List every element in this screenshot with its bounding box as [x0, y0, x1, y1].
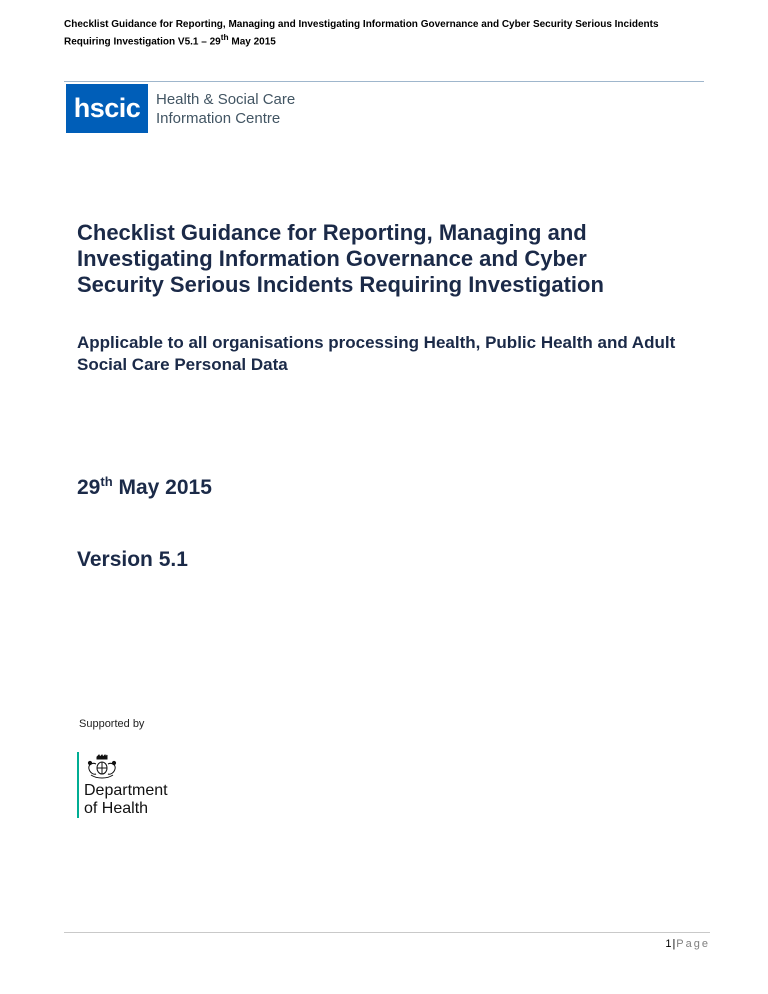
doh-accent-bar	[77, 752, 79, 818]
date-day: 29	[77, 476, 101, 499]
document-version: Version 5.1	[77, 548, 188, 571]
running-header-line2	[64, 31, 724, 48]
doh-wordmark	[84, 782, 168, 818]
page-label: Page	[676, 938, 710, 950]
running-header-suffix: May 2015	[228, 36, 276, 48]
document-title: Checklist Guidance for Reporting, Managing and Investigating Information Governance and Cyber Security Serious Incidents Requiring Investigation	[77, 220, 604, 297]
doh-wordmark-line2: of Health	[84, 800, 149, 817]
date-sup: th	[100, 474, 113, 489]
running-header-sup: th	[220, 32, 229, 42]
page-number	[665, 938, 710, 950]
running-header	[64, 19, 724, 48]
hscic-logo-line1: Health & Social Care	[156, 91, 296, 108]
date-rest: May 2015	[112, 476, 212, 499]
page-number-separator: |	[672, 938, 677, 950]
hscic-logo-mark: hscic	[66, 84, 148, 133]
running-header-prefix: Requiring Investigation V5.1 – 29	[64, 36, 221, 48]
document-date	[77, 474, 212, 500]
header-divider	[64, 81, 704, 82]
hscic-logo-line2: Information Centre	[156, 110, 281, 127]
page-number-value: 1	[665, 938, 673, 950]
running-header-line1: Checklist Guidance for Reporting, Managing and Investigating Information Governance and Cyber Security Serious Incidents	[64, 19, 659, 30]
doh-wordmark-line1: Department	[84, 782, 168, 799]
footer-divider	[64, 932, 710, 933]
supported-by-label: Supported by	[79, 718, 145, 730]
royal-crest-icon	[84, 754, 120, 780]
document-subtitle: Applicable to all organisations processing Health, Public Health and Adult Social Care Personal Data	[77, 333, 676, 374]
